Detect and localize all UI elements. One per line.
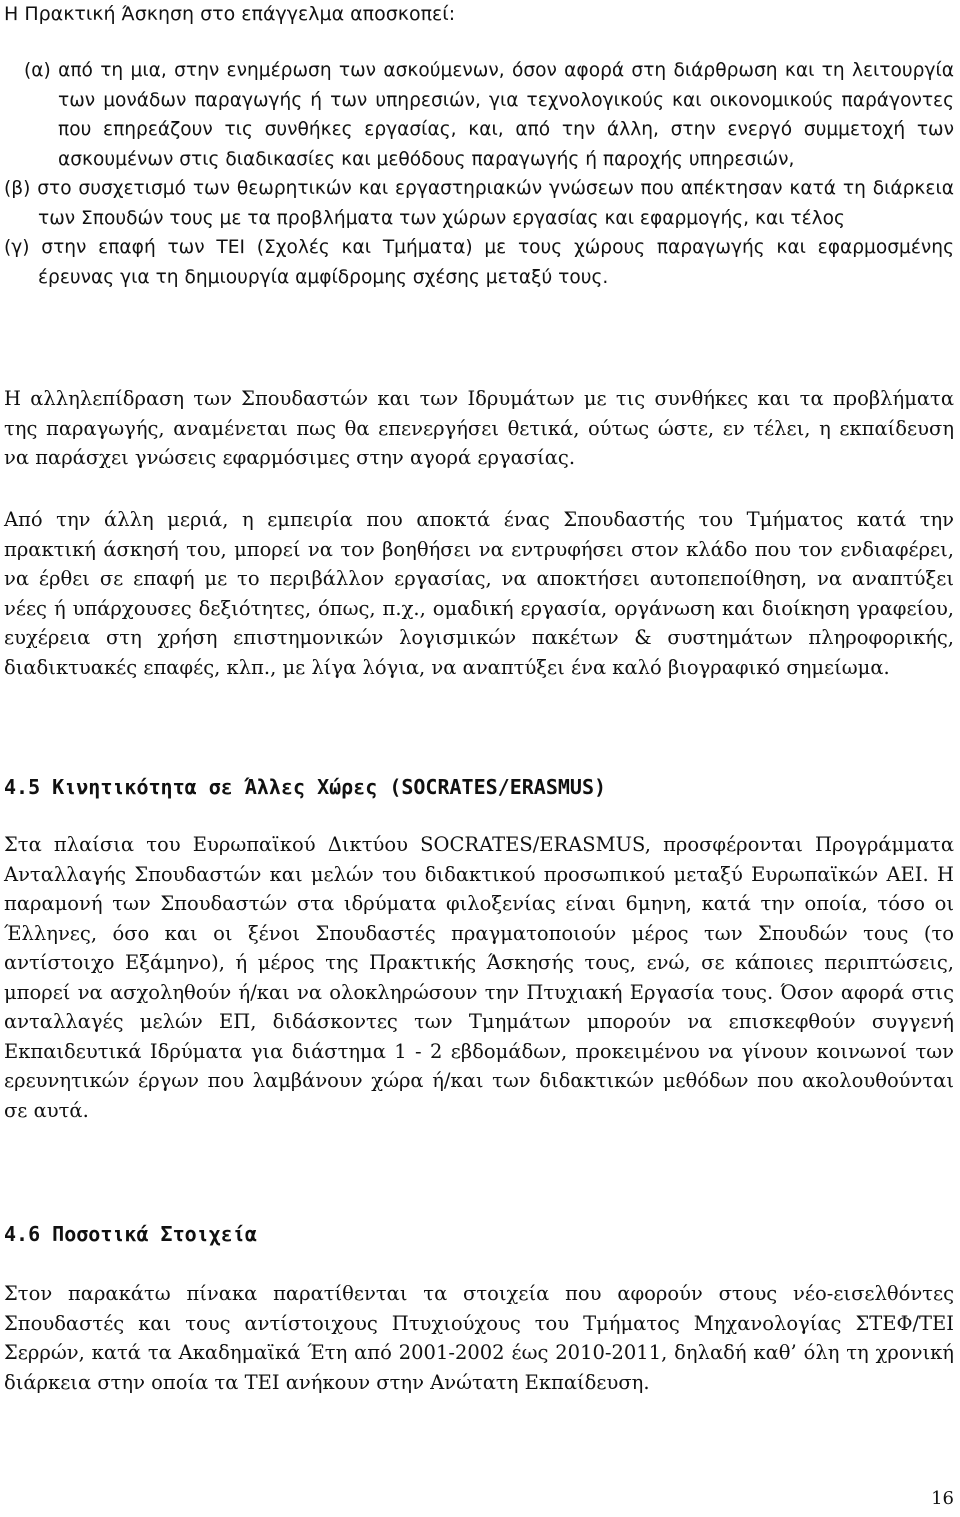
statistics-paragraph-block	[4, 1279, 954, 1397]
experience-paragraph: Από την άλλη μεριά, η εμπειρία που αποκτά ένας Σπουδαστής του Τμήματος κατά την πρακτική άσκησή του, μπορεί να τον βοηθήσει να εντρυφήσει στον κλάδο που τον ενδιαφέρει, να έρθει σε επαφή με το περιβάλλον εργασίας, να αποκτήσει αυτοπεποίθηση, να αναπτύξει νέες ή υπάρχουσες δεξιότητες, όπως, π.χ., ομαδική εργασία, οργάνωση και διοίκηση γραφείου, ευχέρεια στη χρήση επιστημονικών λογισμικών πακέτων & συστημάτων πληροφορικής, διαδικτυακές επαφές, κλπ., με λίγα λόγια, να αναπτύξει ένα καλό βιογραφικό σημείωμα.	[4, 508, 954, 679]
experience-paragraph-block	[4, 505, 954, 682]
intro-line: Η Πρακτική Άσκηση στο επάγγελμα αποσκοπεί:	[4, 3, 456, 25]
list-marker-b: (β)	[4, 178, 31, 199]
mobility-paragraph-block	[4, 830, 954, 1125]
section-heading-mobility: 4.5 Κινητικότητα σε Άλλες Χώρες (SOCRATES/ERASMUS)	[4, 775, 607, 799]
mobility-paragraph: Στα πλαίσια του Ευρωπαϊκού Δικτύου SOCRATES/ERASMUS, προσφέρονται Προγράμματα Ανταλλαγής Σπουδαστών και μελών του διδακτικού προσωπικού μεταξύ Ευρωπαϊκών ΑΕΙ. Η παραμονή των Σπουδαστών στα ιδρύματα φιλοξενίας είναι 6μηνη, κατά την οποία, τόσο οι Έλληνες, όσο και οι ξένοι Σπουδαστές πραγματοποιούν μέρος των Σπουδών τους (το αντίστοιχο Εξάμηνο), ή μέρος της Πρακτικής Άσκησής τους, ενώ, σε κάποιες περιπτώσεις, μπορεί να ασχοληθούν ή/και να ολοκληρώσουν την Πτυχιακή Εργασία τους. Όσον αφορά στις ανταλλαγές μελών ΕΠ, διδάσκοντες των Τμημάτων μπορούν να επισκεφθούν συγγενή Εκπαιδευτικά Ιδρύματα για διάστημα 1 - 2 εβδομάδων, προκειμένου να γίνουν κοινωνοί των ερευνητικών έργων που λαμβάνουν χώρα ή/και των διδακτικών μεθόδων που ακολουθούνται σε αυτά.	[4, 833, 954, 1122]
list-item-b	[4, 174, 954, 233]
section-heading-statistics: 4.6 Ποσοτικά Στοιχεία	[4, 1222, 257, 1246]
list-text-c: στην επαφή των ΤΕΙ (Σχολές και Τμήματα) με τους χώρους παραγωγής και εφαρμοσμένης έρευνας για τη δημιουργία αμφίδρομης σχέσης μεταξύ τους.	[38, 237, 954, 288]
list-marker-a: (α)	[24, 60, 51, 81]
page-number: 16	[931, 1488, 954, 1509]
statistics-paragraph: Στον παρακάτω πίνακα παρατίθενται τα στοιχεία που αφορούν στους νέο-εισελθόντες Σπουδαστές και τους αντίστοιχους Πτυχιούχους του Τμήματος Μηχανολογίας ΣΤΕΦ/ΤΕΙ Σερρών, κατά τα Ακαδημαϊκά Έτη από 2001-2002 έως 2010-2011, δηλαδή καθ’ όλη τη χρονική διάρκεια στην οποία τα ΤΕΙ ανήκουν στην Ανώτατη Εκπαίδευση.	[4, 1282, 954, 1394]
list-text-a: από τη μια, στην ενημέρωση των ασκούμενων, όσον αφορά στη διάρθρωση και τη λειτουργία των μονάδων παραγωγής ή των υπηρεσιών, για τεχνολογικούς και οικονομικούς παράγοντες που επηρεάζουν τις συνθήκες εργασίας, και, από την άλλη, στην ενεργό συμμετοχή των ασκουμένων στις διαδικασίες και μεθόδους παραγωγής ή παροχής υπηρεσιών,	[58, 60, 954, 170]
list-item-c	[4, 233, 954, 292]
interaction-paragraph: Η αλληλεπίδραση των Σπουδαστών και των Ιδρυμάτων με τις συνθήκες και τα προβλήματα της παραγωγής, αναμένεται πως θα επενεργήσει θετικά, ούτως ώστε, εν τέλει, η εκπαίδευση να παράσχει γνώσεις εφαρμόσιμες στην αγορά εργασίας.	[4, 387, 954, 469]
list-item-a	[4, 56, 954, 174]
aims-list	[4, 56, 954, 292]
list-marker-c: (γ)	[4, 237, 30, 258]
interaction-paragraph-block	[4, 384, 954, 473]
list-text-b: στο συσχετισμό των θεωρητικών και εργαστηριακών γνώσεων που απέκτησαν κατά τη διάρκεια των Σπουδών τους με τα προβλήματα των χώρων εργασίας και εφαρμογής, και τέλος	[37, 178, 954, 229]
